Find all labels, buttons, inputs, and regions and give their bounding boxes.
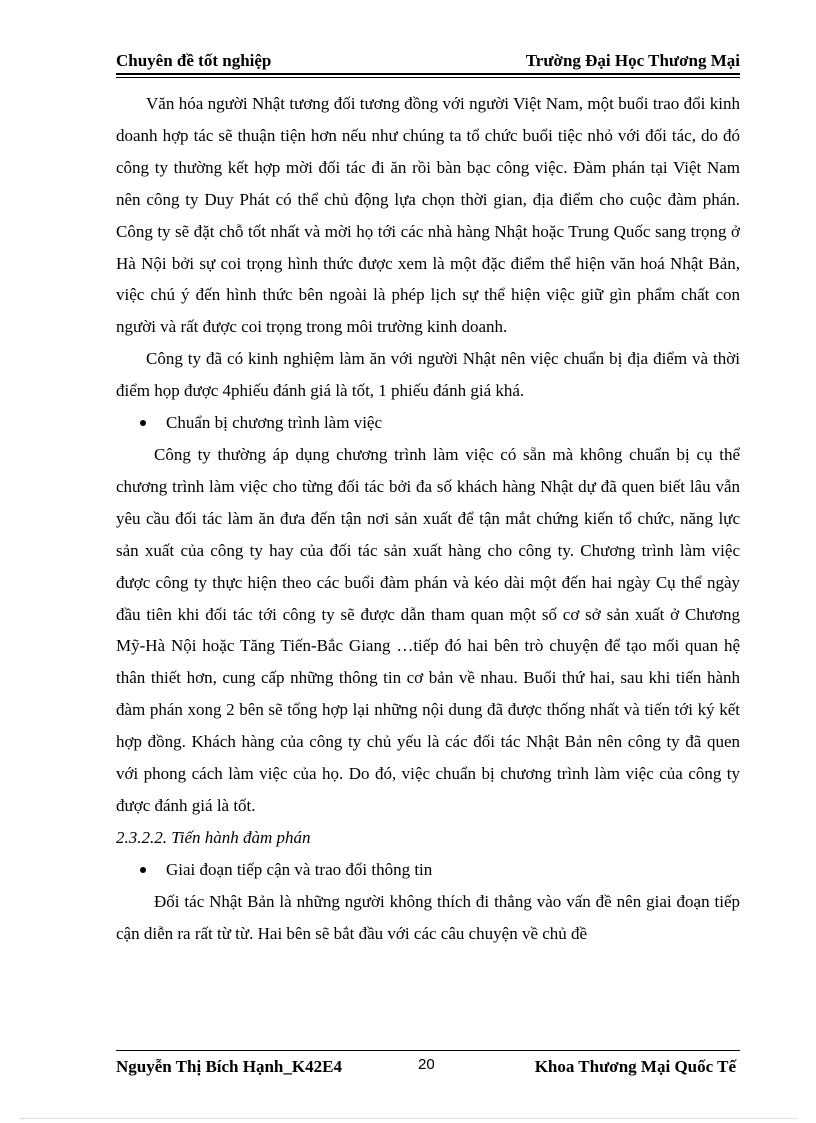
bullet-icon bbox=[140, 867, 146, 873]
footer-rule bbox=[116, 1050, 740, 1051]
paragraph-culture: Văn hóa người Nhật tương đối tương đồng với người Việt Nam, một buổi trao đổi kinh doanh hợp tác sẽ thuận tiện hơn nếu như chúng ta tổ chức buổi tiệc nhỏ với đối tác, do đó công ty thường kết hợp mời đối tác đi ăn rồi bàn bạc công việc. Đàm phán tại Việt Nam nên công ty Duy Phát có thể chủ động lựa chọn thời gian, địa điểm cho cuộc đàm phán. Công ty sẽ đặt chỗ tốt nhất và mời họ tới các nhà hàng Nhật hoặc Trung Quốc sang trọng ở Hà Nội bởi sự coi trọng hình thức được xem là một đặc điểm thể hiện văn hoá Nhật Bản, việc chú ý đến hình thức bên ngoài là phép lịch sự thể hiện việc giữ gìn phẩm chất con người và rất được coi trọng trong môi trường kinh doanh. bbox=[116, 94, 740, 337]
bullet-icon bbox=[140, 420, 146, 426]
header-university: Trường Đại Học Thương Mại bbox=[525, 51, 740, 70]
header-document-type: Chuyên đề tốt nghiệp bbox=[116, 51, 272, 70]
section-heading: 2.3.2.2. Tiến hành đàm phán bbox=[116, 827, 311, 847]
paragraph-experience: Công ty đã có kinh nghiệm làm ăn với người Nhật nên việc chuẩn bị địa điểm và thời điểm họp được 4phiếu đánh giá là tốt, 1 phiếu đánh giá khá. bbox=[116, 349, 740, 401]
page-header bbox=[116, 50, 740, 74]
bullet-item-approach bbox=[116, 854, 740, 886]
paragraph-approach: Đối tác Nhật Bản là những người không thích đi thẳng vào vấn đề nên giai đoạn tiếp cận diễn ra rất từ từ. Hai bên sẽ bắt đầu với các câu chuyện về chủ đề bbox=[116, 891, 740, 943]
bullet-item-work-program bbox=[116, 407, 740, 439]
bullet-label: Chuẩn bị chương trình làm việc bbox=[166, 413, 383, 433]
bullet-label: Giai đoạn tiếp cận và trao đổi thông tin bbox=[166, 859, 433, 879]
page-body bbox=[116, 88, 740, 949]
header-rule-thick bbox=[116, 73, 740, 75]
page-number: 20 bbox=[418, 1056, 435, 1073]
page-footer bbox=[116, 1053, 740, 1079]
paragraph-work-program: Công ty thường áp dụng chương trình làm việc có sẵn mà không chuẩn bị cụ thể chương trình làm việc cho từng đối tác bởi đa số khách hàng Nhật dự đã quen biết lâu vẫn yêu cầu đối tác làm ăn đưa đến tận nơi sản xuất để tận mắt chứng kiến tổ chức, năng lực sản xuất của công ty hay của đối tác sản xuất hàng cho công ty. Chương trình làm việc được công ty thực hiện theo các buổi đàm phán và kéo dài một đến hai ngày Cụ thể ngày đầu tiên khi đối tác tới công ty sẽ được dẫn tham quan một số cơ sở sản xuất ở Chương Mỹ-Hà Nội hoặc Tăng Tiến-Bắc Giang …tiếp đó hai bên trò chuyện để tạo mối quan hệ thân thiết hơn, cung cấp những thông tin cơ bản về nhau. Buổi thứ hai, sau khi tiến hành đàm phán xong 2 bên sẽ tổng hợp lại những nội dung đã được thống nhất và tiến tới ký kết hợp đồng. Khách hàng của công ty chủ yếu là các đối tác Nhật Bản nên công ty đã quen với phong cách làm việc của họ. Do đó, việc chuẩn bị chương trình làm việc của công ty được đánh giá là tốt. bbox=[116, 444, 740, 815]
footer-faculty: Khoa Thương Mại Quốc Tế bbox=[534, 1057, 736, 1076]
page-edge-divider bbox=[20, 1118, 796, 1119]
footer-author: Nguyễn Thị Bích Hạnh_K42E4 bbox=[116, 1057, 342, 1076]
header-rule-thin bbox=[116, 77, 740, 78]
